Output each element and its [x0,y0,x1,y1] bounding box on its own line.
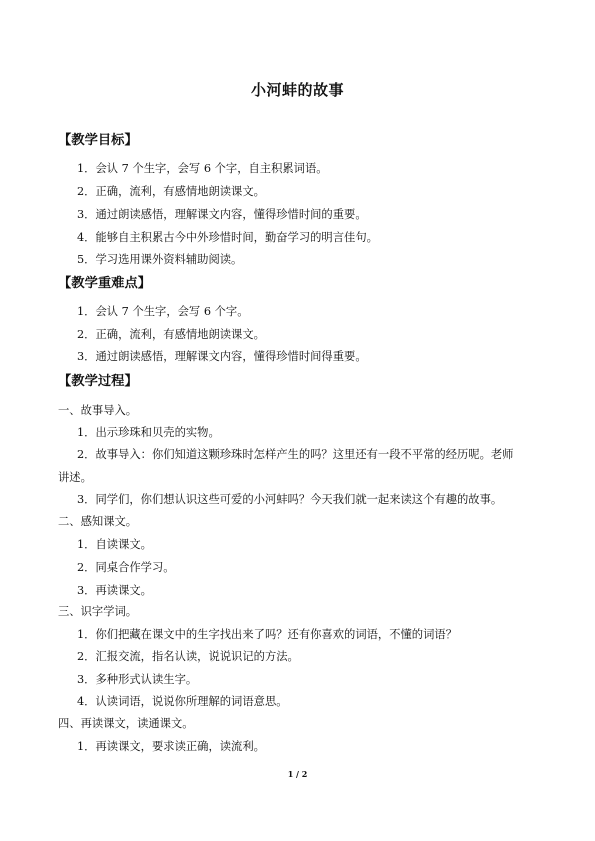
objective-item-4: 4．能够自主积累古今中外珍惜时间，勤奋学习的明言佳句。 [77,231,378,244]
process-item: 1．你们把藏在课文中的生字找出来了吗？还有你喜欢的词语，不懂的词语？ [77,628,457,641]
process-item: 3．同学们，你们想认识这些可爱的小河蚌吗？今天我们就一起来读这个有趣的故事。 [77,493,503,506]
process-part-title-1: 一、故事导入。 [58,404,138,417]
section-heading-process: 【教学过程】 [58,374,138,389]
process-item: 2．同桌合作学习。 [77,561,175,574]
process-item: 4．认读词语，说说你所理解的词语意思。 [77,695,288,708]
process-item: 1．出示珍珠和贝壳的实物。 [77,426,220,439]
document-title: 小河蚌的故事 [250,81,344,99]
process-item: 2．汇报交流，指名认读，说说识记的方法。 [77,650,299,663]
objective-item-3: 3．通过朗读感悟，理解课文内容，懂得珍惜时间的重要。 [77,208,367,221]
page-number: 1 / 2 [287,769,308,779]
process-part-title-3: 三、识字学词。 [58,605,138,618]
objective-item-5: 5．学习选用课外资料辅助阅读。 [77,253,243,266]
process-part-title-4: 四、再读课文，读通课文。 [58,717,194,730]
key-point-item-1: 1．会认 7 个生字，会写 6 个字。 [77,305,249,318]
key-point-item-3: 3．通过朗读感悟，理解课文内容，懂得珍惜时间得重要。 [77,350,367,363]
objective-item-1: 1．会认 7 个生字，会写 6 个字，自主积累词语。 [77,162,328,175]
section-heading-key-points: 【教学重难点】 [58,276,152,291]
process-item: 3．再读课文。 [77,584,152,597]
process-item: 3．多种形式认读生字。 [77,673,198,686]
process-item: 1．自读课文。 [77,538,152,551]
process-part-title-2: 二、感知课文。 [58,515,138,528]
process-item: 2．故事导入：你们知道这颗珍珠时怎样产生的吗？这里还有一段不平常的经历呢。老师 [77,448,514,461]
process-item: 1．再读课文，要求读正确，读流利。 [77,740,265,753]
key-point-item-2: 2．正确，流利，有感情地朗读课文。 [77,328,265,341]
process-item-continued: 讲述。 [58,471,92,484]
objective-item-2: 2．正确，流利，有感情地朗读课文。 [77,185,265,198]
section-heading-objectives: 【教学目标】 [58,133,138,148]
